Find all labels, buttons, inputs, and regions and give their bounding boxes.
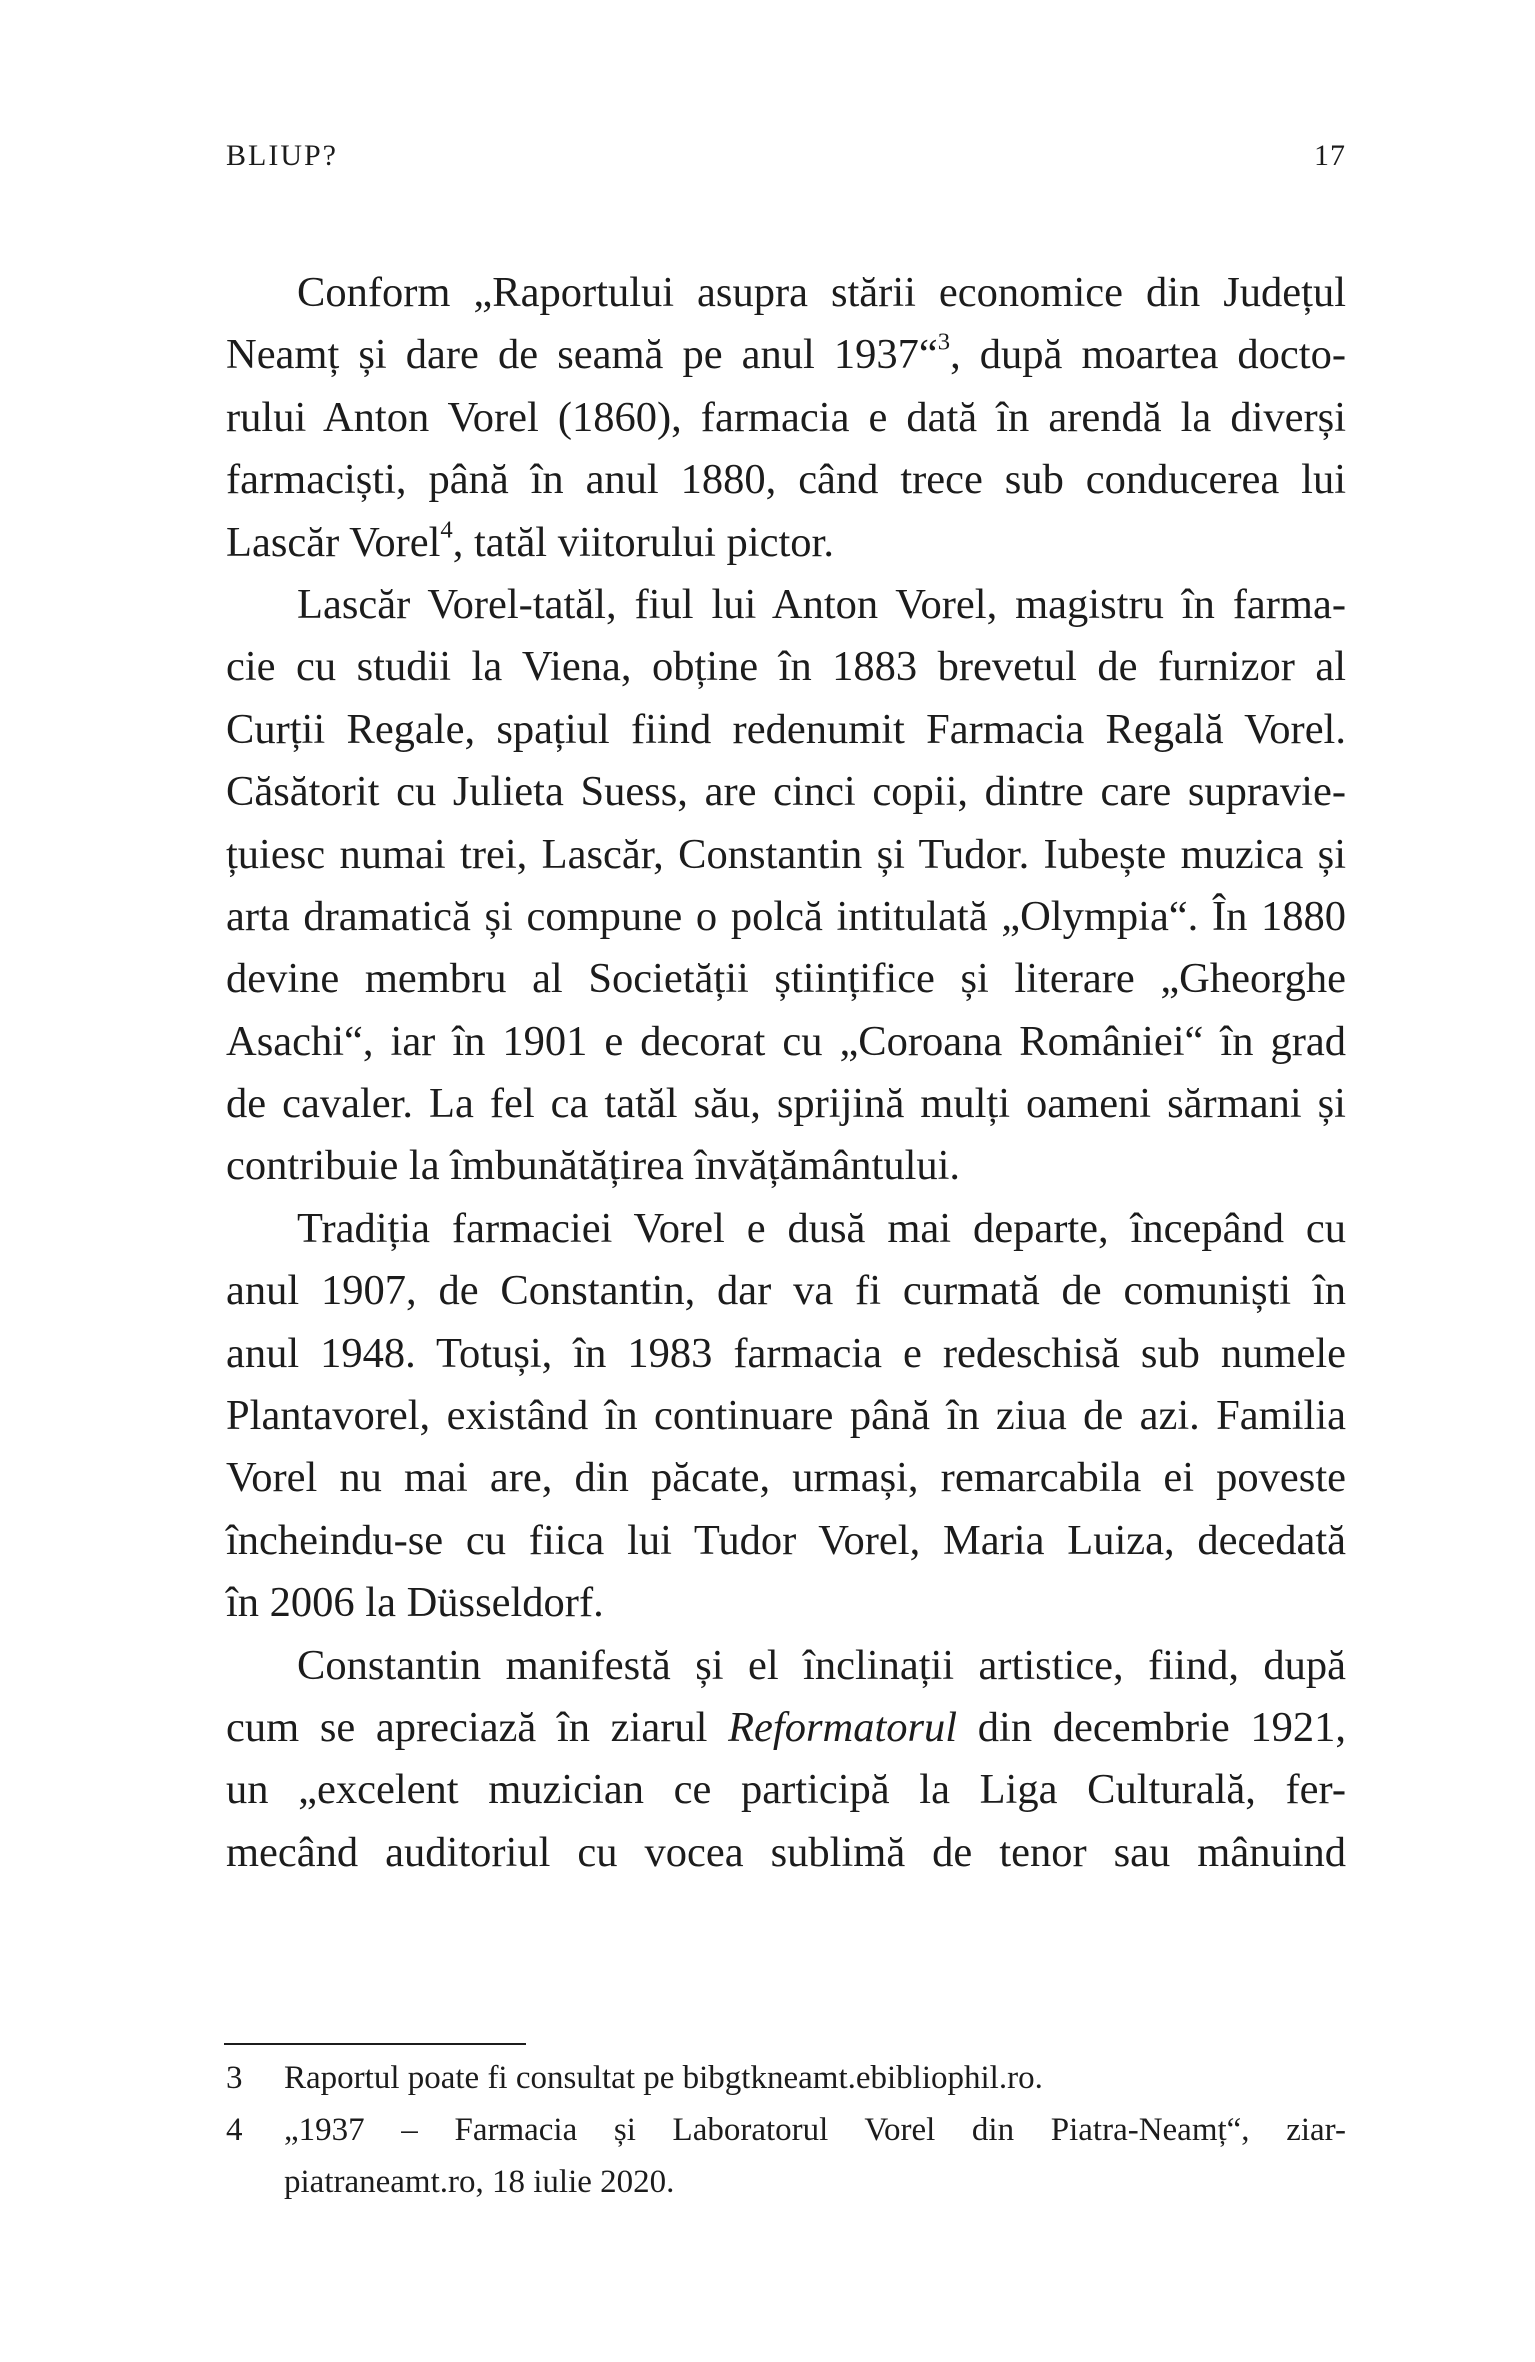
- footnote-text: [284, 2052, 1346, 2104]
- body-text: [226, 262, 1346, 1884]
- running-head: [226, 136, 1346, 176]
- text-line: arta dramatică și compune o polcă intitulată „Olympia“. În 1880: [226, 892, 1346, 940]
- text-line: Tradiția farmaciei Vorel e dusă mai departe, începând cu: [297, 1204, 1346, 1252]
- footnotes: [226, 2052, 1346, 2208]
- text-line: Lascăr Vorel$^4$, tatăl viitorului pictor.: [226, 516, 834, 566]
- footnote-reference: 3: [937, 328, 951, 356]
- footnote-text: [284, 2104, 1346, 2208]
- footnote-separator-rule: [224, 2043, 526, 2045]
- footnote-number: 4: [226, 2112, 243, 2148]
- footnote-line: „1937 – Farmacia și Laboratorul Vorel din Piatra-Neamț“, ziar-: [284, 2112, 1346, 2148]
- text-line: Neamț și dare de seamă pe anul 1937“$^3$, după moartea docto-: [226, 328, 1346, 379]
- footnote-line: Raportul poate fi consultat pe bibgtkneamt.ebibliophil.ro.: [284, 2060, 1043, 2096]
- text-line: cum se apreciază în ziarul Reformatorul din decembrie 1921,: [226, 1703, 1346, 1751]
- text-line: Asachi“, iar în 1901 e decorat cu „Coroana României“ în grad: [226, 1017, 1346, 1065]
- italic-title: Reformatorul: [728, 1703, 958, 1751]
- text-line: cie cu studii la Viena, obține în 1883 brevetul de furnizor al: [226, 643, 1346, 691]
- text-line: Vorel nu mai are, din păcate, urmași, remarcabila ei poveste: [226, 1454, 1346, 1502]
- text-line: contribuie la îmbunătățirea învățământului.: [226, 1142, 961, 1190]
- text-line: un „excelent muzician ce participă la Liga Culturală, fer-: [226, 1766, 1346, 1814]
- text-line: Curții Regale, spațiul fiind redenumit Farmacia Regală Vorel.: [226, 705, 1346, 753]
- text-line: rului Anton Vorel (1860), farmacia e dată în arendă la diverși: [226, 393, 1346, 441]
- text-line: de cavaler. La fel ca tatăl său, sprijină mulți oameni sărmani și: [226, 1080, 1346, 1128]
- footnote-number: 3: [226, 2060, 243, 2096]
- text-line: Conform „Raportului asupra stării economice din Județul: [297, 269, 1346, 316]
- text-line: țuiesc numai trei, Lascăr, Constantin și Tudor. Iubește muzica și: [226, 830, 1346, 878]
- running-head-title: BLIUP?: [226, 139, 338, 172]
- paragraph: [226, 1198, 1346, 1635]
- footnote-reference: 4: [440, 516, 453, 544]
- paragraph: [226, 262, 1346, 574]
- text-line: farmaciști, până în anul 1880, când trece sub conducerea lui: [226, 456, 1346, 504]
- text-line: Plantavorel, existând în continuare până în ziua de azi. Familia: [226, 1392, 1346, 1440]
- footnote-line: piatraneamt.ro, 18 iulie 2020.: [284, 2164, 675, 2200]
- text-line: Constantin manifestă și el înclinații artistice, fiind, după: [297, 1641, 1346, 1689]
- text-line: Lascăr Vorel-tatăl, fiul lui Anton Vorel, magistru în farma-: [297, 580, 1346, 628]
- text-line: devine membru al Societății științifice și literare „Gheorghe: [226, 955, 1346, 1003]
- text-line: anul 1907, de Constantin, dar va fi curmată de comuniști în: [226, 1267, 1346, 1315]
- footnote: [226, 2052, 1346, 2104]
- text-line: în 2006 la Düsseldorf.: [226, 1579, 604, 1627]
- paragraph: [226, 1635, 1346, 1885]
- page-number: 17: [1314, 139, 1346, 172]
- text-line: încheindu-se cu fiica lui Tudor Vorel, Maria Luiza, decedată: [226, 1516, 1346, 1564]
- text-line: Căsătorit cu Julieta Suess, are cinci copii, dintre care supravie-: [226, 768, 1346, 816]
- text-line: mecând auditoriul cu vocea sublimă de tenor sau mânuind: [226, 1828, 1346, 1876]
- paragraph: [226, 574, 1346, 1198]
- text-line: anul 1948. Totuși, în 1983 farmacia e redeschisă sub numele: [226, 1329, 1346, 1377]
- footnote: [226, 2104, 1346, 2208]
